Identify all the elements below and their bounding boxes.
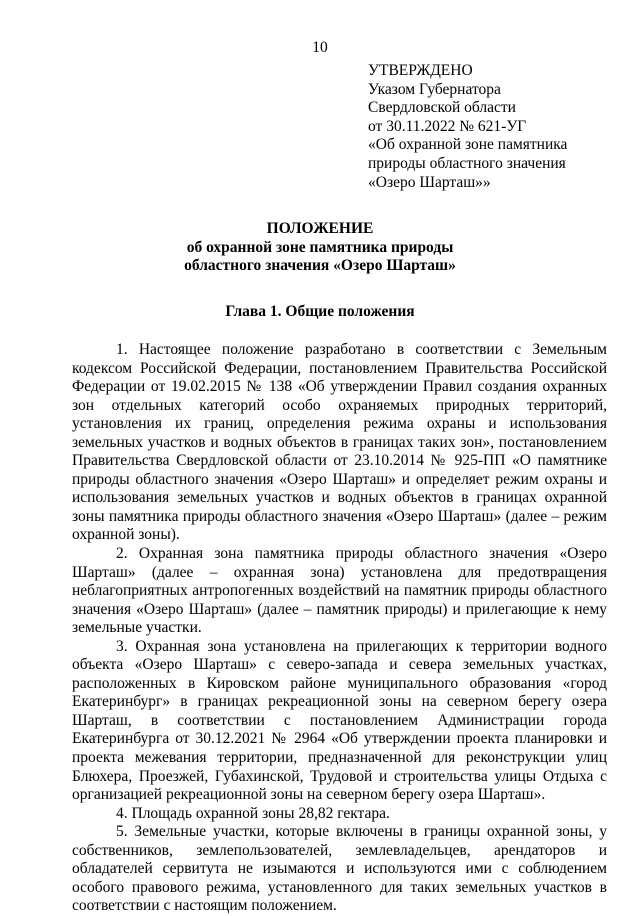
chapter-heading: Глава 1. Общие положения <box>225 303 415 320</box>
paragraph: 2. Охранная зона памятника природы областного значения «Озеро Шарташ» (далее – охранная зона) установлена для предотвращения неблагоприятных антропогенных воздействий на памятник природы областного значения «Озеро Шарташ» (далее – памятник природы) и прилегающие к нему земельные участки. <box>72 545 607 637</box>
approval-line: природы областного значения <box>368 154 566 172</box>
title-line: об охранной зоне памятника природы <box>186 238 454 256</box>
page-number: 10 <box>312 39 328 56</box>
approval-line: УТВЕРЖДЕНО <box>368 62 473 79</box>
paragraph: 3. Охранная зона установлена на прилегающих к территории водного объекта «Озеро Шарташ» с северо-запада и севера земельных участках, расположенных в Кировском районе муниципального образования «город Екатеринбург» в границах рекреационной зоны на северном берегу озера Шарташ, в соответствии с постановлением Администрации города Екатеринбурга от 30.12.2021 № 2964 «Об утверждении проекта планировки и проекта межевания территории, предназначенной для реконструкции улиц Блюхера, Проезжей, Губахинской, Трудовой и строительства улицы Отдыха с организацией рекреационной зоны на северном берегу озера Шарташ». <box>72 637 607 804</box>
approval-line: «Озеро Шарташ»» <box>368 173 491 191</box>
paragraph: 4. Площадь охранной зоны 28,82 гектара. <box>116 804 390 822</box>
title-line: ПОЛОЖЕНИЕ <box>266 220 374 237</box>
approval-line: «Об охранной зоне памятника <box>368 136 568 154</box>
document-title <box>0 220 640 276</box>
approval-line: Свердловской области <box>368 99 516 117</box>
title-line: областного значения «Озеро Шарташ» <box>184 257 456 275</box>
approval-line: от 30.11.2022 № 621-УГ <box>368 117 527 135</box>
approval-block <box>368 62 618 192</box>
paragraph: 1. Настоящее положение разработано в соответствии с Земельным кодексом Российской Федерации, постановлением Правительства Российской Федерации от 19.02.2015 № 138 «Об утверждении Правил создания охранных зон отдельных категорий особо охраняемых природных территорий, установления их границ, определения режима охраны и использования земельных участков и водных объектов в границах таких зон», постановлением Правительства Свердловской области от 23.10.2014 № 925-ПП «О памятнике природы областного значения «Озеро Шарташ» и определяет режим охраны и использования земельных участков и водных объектов в границах охранной зоны памятника природы областного значения «Озеро Шарташ» (далее – режим охранной зоны). <box>72 341 607 544</box>
approval-line: Указом Губернатора <box>368 80 501 98</box>
document-body <box>72 341 607 916</box>
paragraph: 5. Земельные участки, которые включены в границы охранной зоны, у собственников, землепользователей, землевладельцев, арендаторов и обладателей сервитута не изымаются и используются ими с соблюдением особого правового режима, установленного для таких земельных участков в соответствии с настоящим положением. <box>72 823 607 915</box>
